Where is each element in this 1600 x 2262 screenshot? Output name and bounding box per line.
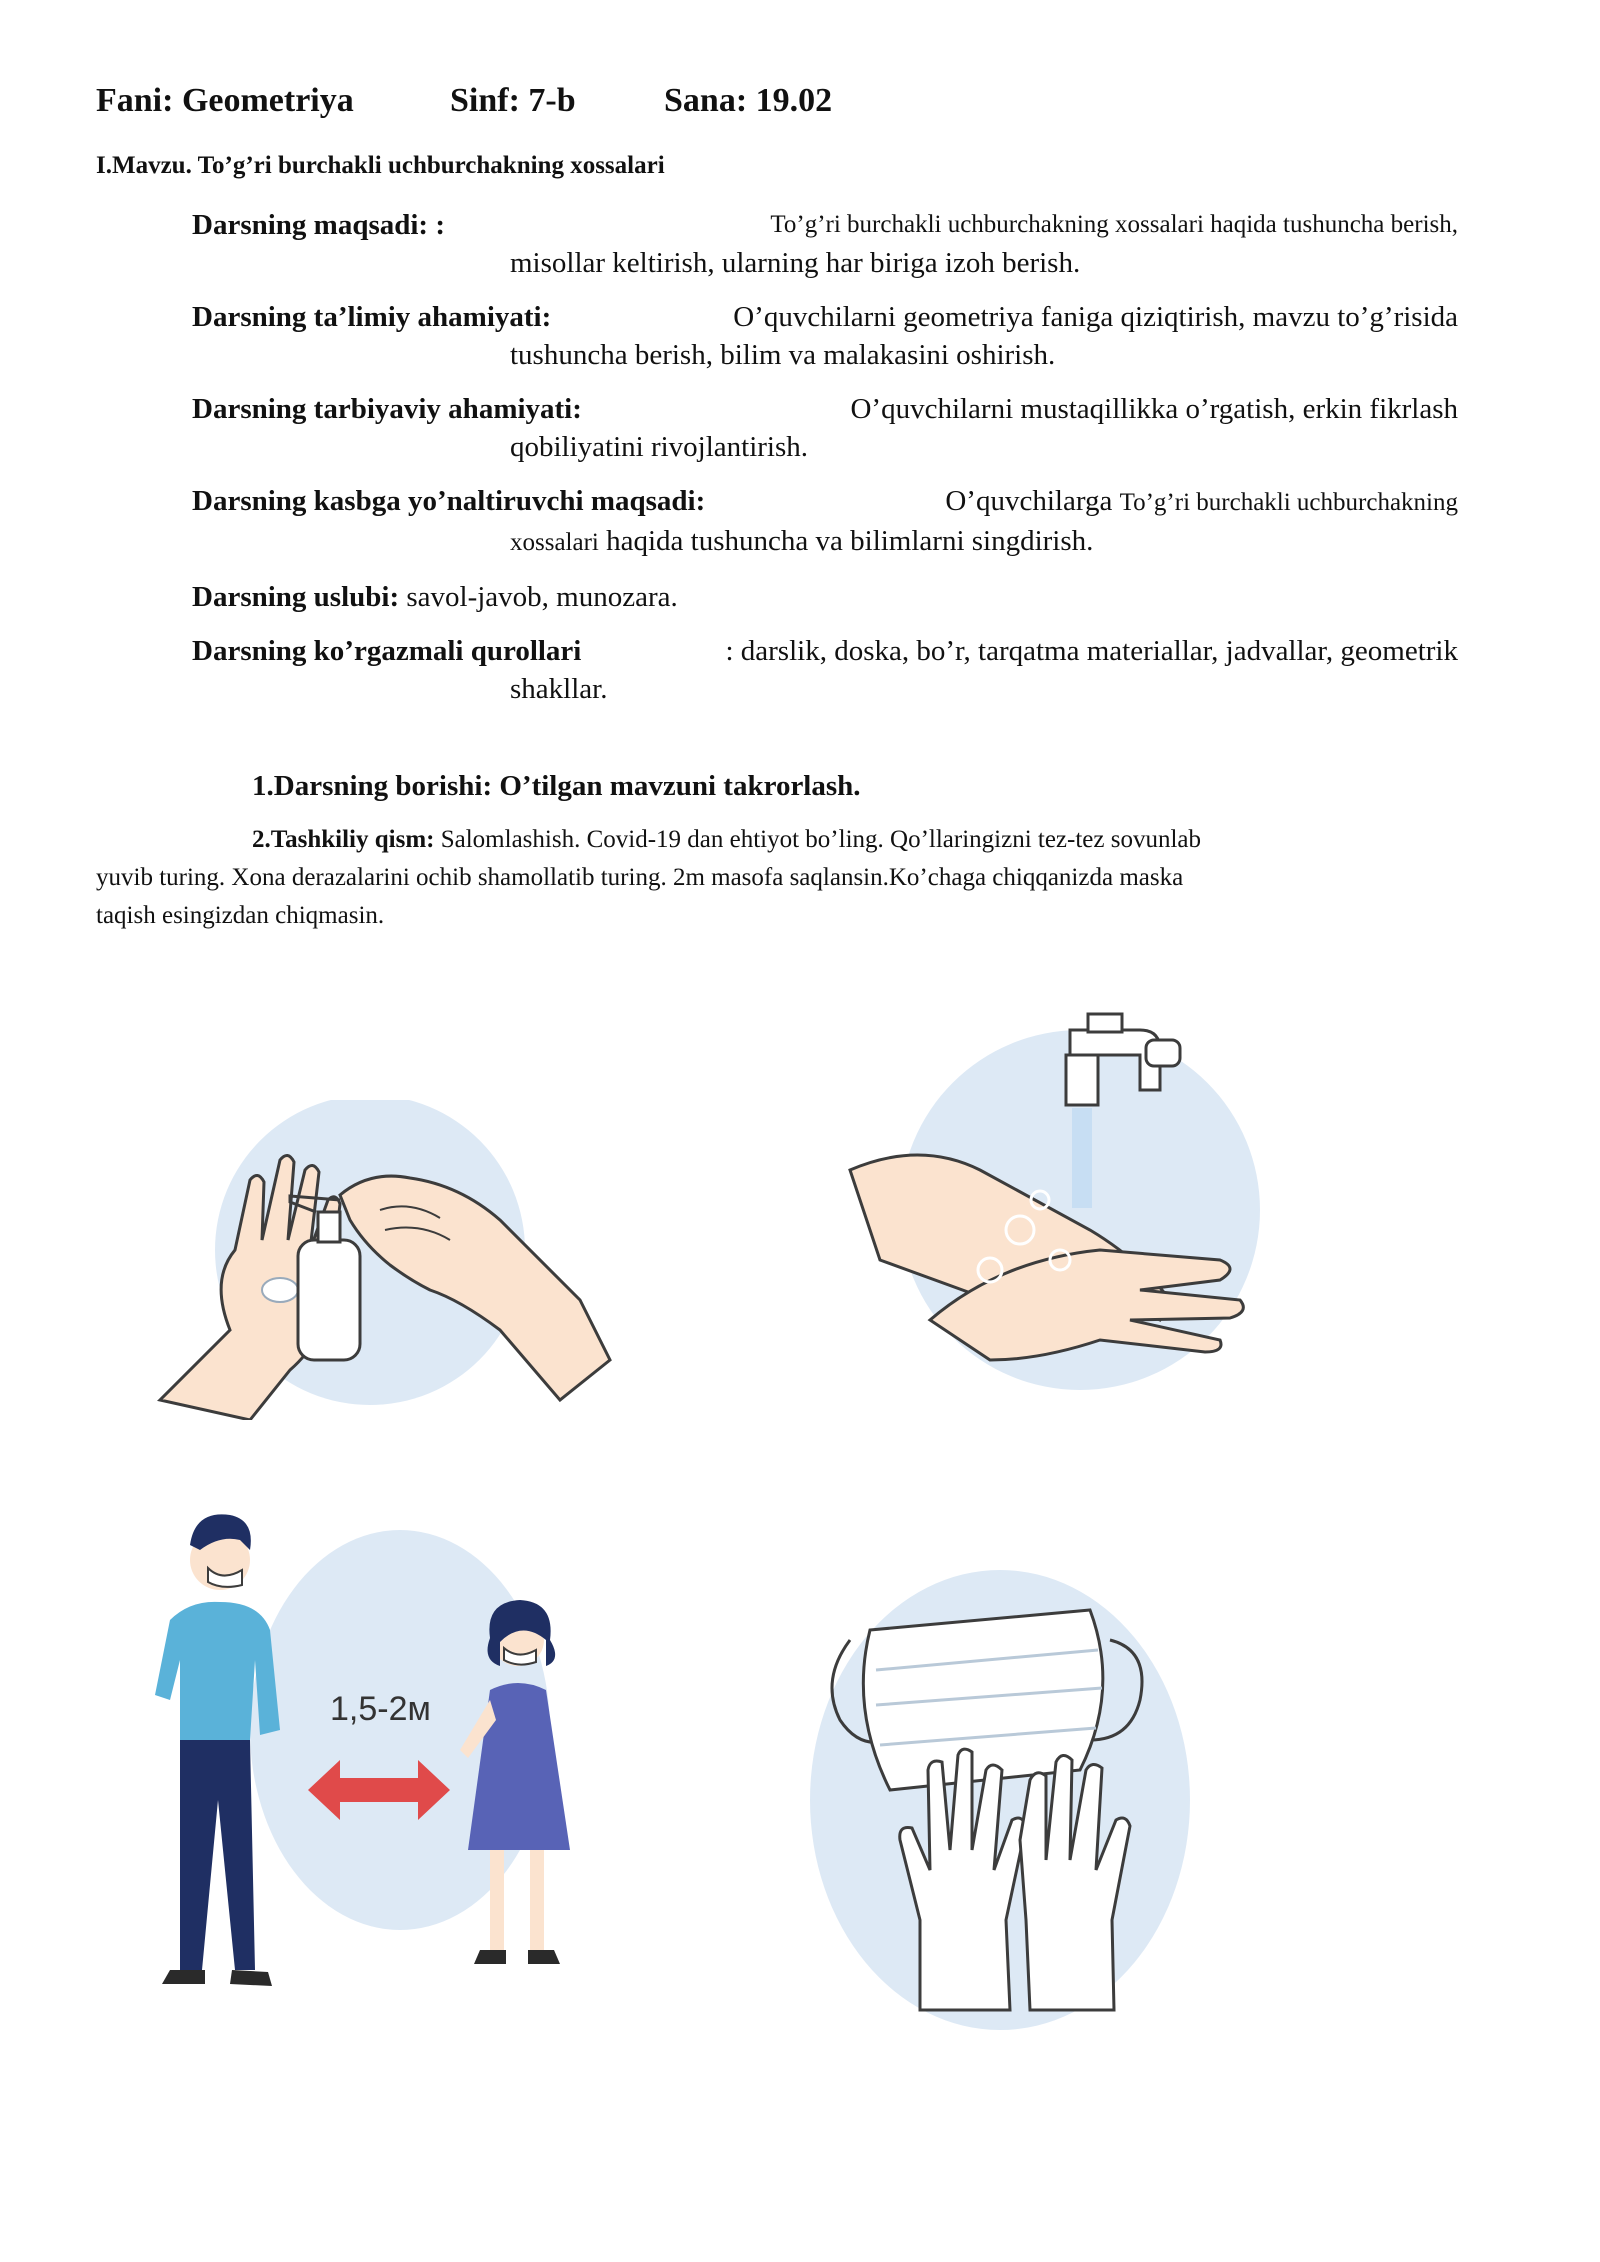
goal-label: Darsning uslubi: bbox=[192, 581, 400, 613]
distance-label: 1,5-2м bbox=[330, 1690, 431, 1728]
goal-text-continued: qobiliyatini rivojlantirish. bbox=[510, 431, 809, 463]
goal-text: : darslik, doska, bo’r, tarqatma materiallar, jadvallar, geometrik bbox=[725, 635, 1458, 667]
goal-text-continued: misollar keltirish, ularning har biriga izoh berish. bbox=[510, 247, 1081, 279]
goal-text-small: To’g’ri burchakli uchburchakning bbox=[1119, 489, 1458, 516]
subject-label: Fani: Geometriya bbox=[96, 82, 354, 119]
goal-visual-aids bbox=[192, 632, 1458, 708]
goal-text: O’quvchilarni mustaqillikka o’rgatish, erkin fikrlash bbox=[850, 393, 1458, 425]
goal-text: O’quvchilarni geometriya faniga qiziqtirish, mavzu to’g’risida bbox=[733, 301, 1458, 333]
goal-label: Darsning tarbiyaviy ahamiyati: bbox=[192, 393, 582, 425]
goal-label: Darsning maqsadi: : bbox=[192, 209, 445, 241]
goal-upbringing bbox=[192, 390, 1458, 466]
lesson-steps bbox=[96, 770, 1416, 935]
hand-washing-illustration bbox=[840, 1000, 1400, 1400]
goal-label: Darsning kasbga yo’naltiruvchi maqsadi: bbox=[192, 485, 706, 517]
step-organizational bbox=[96, 821, 1416, 935]
goal-method bbox=[192, 578, 1458, 616]
step-text: Salomlashish. Covid-19 dan ehtiyot bo’ling. Qo’llaringizni tez-tez sovunlab bbox=[440, 826, 1202, 853]
goal-text: O’quvchilarga bbox=[945, 485, 1113, 517]
goal-educational bbox=[192, 298, 1458, 374]
social-distance-illustration bbox=[150, 1490, 630, 2020]
mask-gloves-illustration bbox=[780, 1540, 1200, 2030]
goal-text-small: xossalari bbox=[510, 529, 599, 556]
class-label: Sinf: 7-b bbox=[450, 82, 576, 119]
goal-text-continued: shakllar. bbox=[510, 673, 608, 705]
step-review: 1.Darsning borishi: O’tilgan mavzuni takrorlash. bbox=[252, 770, 861, 802]
goal-vocational bbox=[192, 482, 1458, 562]
goal-text: To’g’ri burchakli uchburchakning xossalari haqida tushuncha berish, bbox=[770, 211, 1458, 238]
goal-label: Darsning ko’rgazmali qurollari bbox=[192, 635, 582, 667]
goal-label: Darsning ta’limiy ahamiyati: bbox=[192, 301, 552, 333]
goal-text: savol-javob, munozara. bbox=[406, 581, 678, 613]
hand-sanitizer-illustration bbox=[140, 1100, 620, 1420]
step-label: 2.Tashkiliy qism: bbox=[252, 826, 435, 853]
goal-text-continued: haqida tushuncha va bilimlarni singdirish. bbox=[606, 525, 1094, 557]
goal-purpose bbox=[192, 206, 1458, 282]
lesson-topic: I.Mavzu. To’g’ri burchakli uchburchakning xossalari bbox=[96, 152, 665, 179]
date-label: Sana: 19.02 bbox=[664, 82, 833, 119]
lesson-goals bbox=[192, 206, 1458, 724]
step-text: taqish esingizdan chiqmasin. bbox=[96, 902, 385, 929]
goal-text-continued: tushuncha berish, bilim va malakasini oshirish. bbox=[510, 339, 1056, 371]
step-text: yuvib turing. Xona derazalarini ochib shamollatib turing. 2m masofa saqlansin.Ko’chaga chiqqanizda maska bbox=[96, 864, 1184, 891]
